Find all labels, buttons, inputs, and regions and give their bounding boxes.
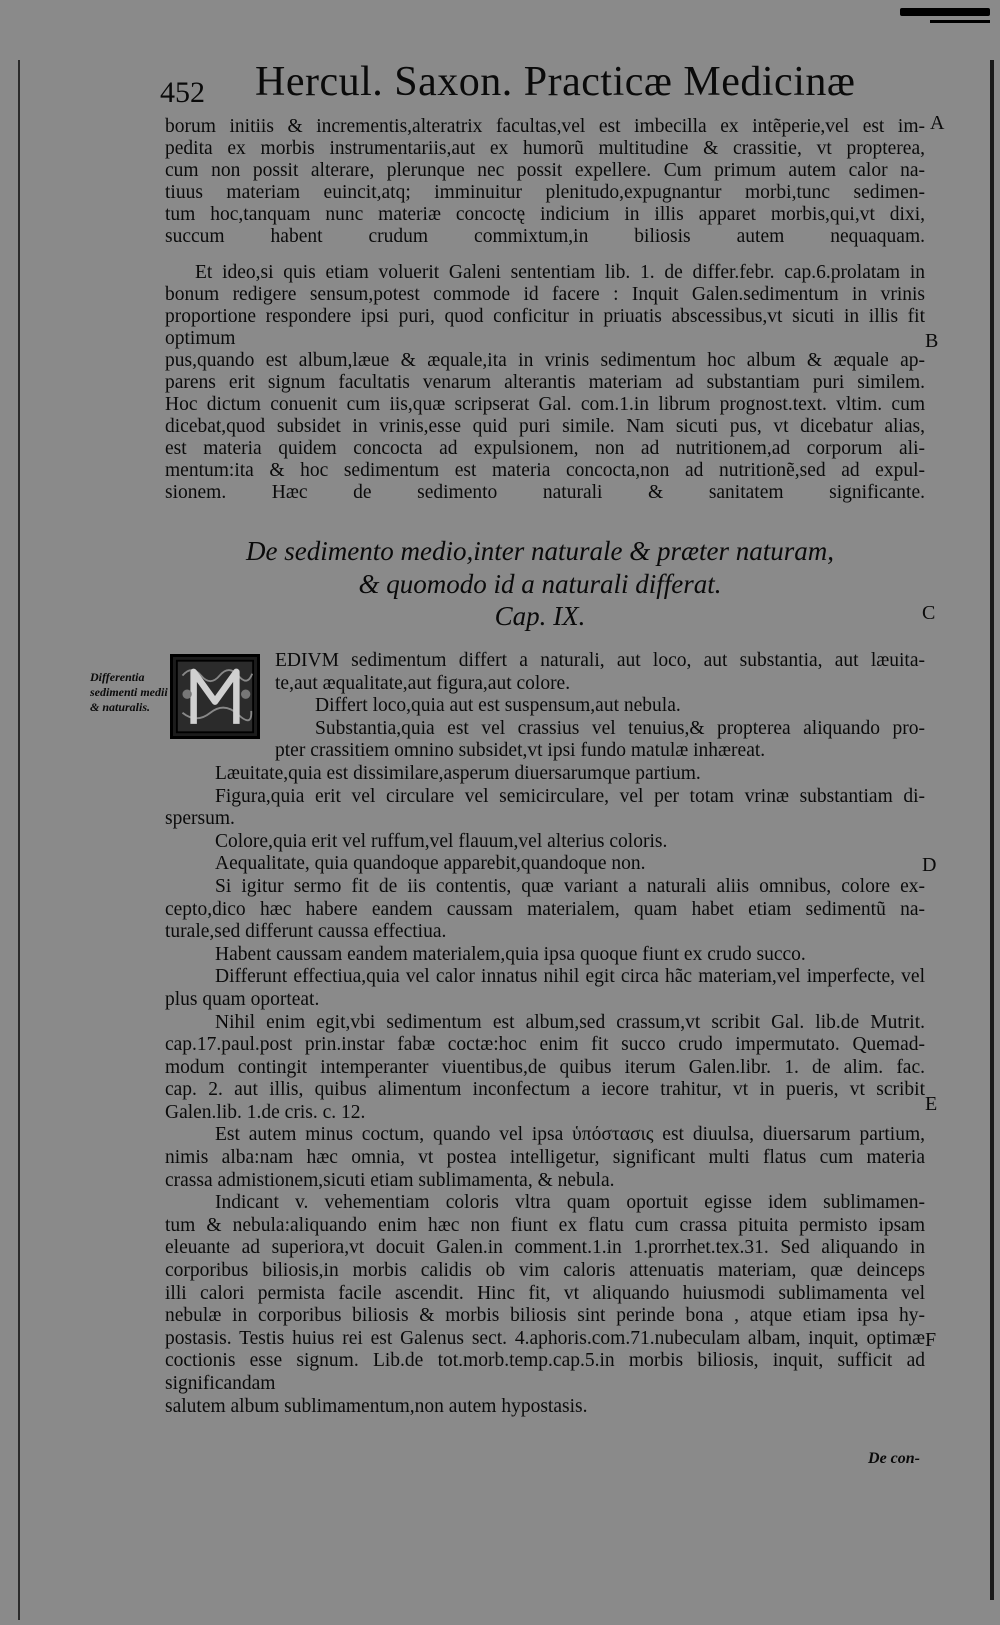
text-line: parens erit signum facultatis venarum alterantis materiam ad substantiam puri similem. [165, 372, 925, 393]
running-head: Hercul. Saxon. Practicæ Medicinæ [255, 59, 856, 105]
margin-letter-d: D [922, 854, 937, 876]
margin-letter-a: A [930, 112, 945, 134]
text-line: Hoc dictum conuenit cum iis,quæ scripserat Gal. com.1.in librum prognost.text. vltim. cum [165, 394, 925, 415]
text-line: proportione respondere ipsi puri, quod conficitur in priuatis abscessibus,vt sicuti in illis fit optimum [165, 306, 925, 349]
margin-letter-f: F [925, 1329, 937, 1351]
text-line: Est autem minus coctum, quando vel ipsa ὑπόστασις est diuulsa, diuersarum partium, [215, 1124, 925, 1146]
text-line: Habent caussam eandem materialem,quia ipsa quoque fiunt ex crudo succo. [215, 943, 806, 965]
paragraph-2 [165, 262, 925, 504]
text-line: tiuus materiam euincit,atq; imminuitur plenitudo,expugnantur morbi,tunc sedimen- [165, 182, 925, 203]
text-line: cap. 2. aut illis, quibus alimentum inconfectum a iecore trahitur, vt in pueris, vt scribit [165, 1079, 925, 1101]
top-rule [900, 8, 990, 16]
text-line: EDIVM sedimentum differt a naturali, aut loco, aut substantia, aut læuita- [275, 650, 925, 671]
margin-note: Differentia sedimenti medii & naturalis. [90, 670, 168, 714]
text-line: nebulæ in corporibus biliosis & morbis biliosis sint perinde bona , atque etiam ipsa hy- [165, 1305, 925, 1327]
left-page-edge [18, 60, 20, 1620]
right-page-edge [990, 60, 994, 1600]
text-line: Galen.lib. 1.de cris. c. 12. [165, 1101, 366, 1123]
paragraph-1 [165, 116, 925, 248]
text-line: turale,sed differunt caussa effectiua. [165, 921, 447, 943]
text-line: eleuante ad superiora,vt docuit Galen.in comment.1.in 1.prorrhet.tex.31. Sed aliquando in [165, 1237, 925, 1259]
text-line: cepto,dico hæc habere eandem caussam materialem, quam habet etiam sedimentũ na- [165, 898, 925, 920]
text-line: plus quam oporteat. [165, 988, 320, 1010]
margin-letter-e: E [925, 1093, 938, 1115]
text-line: corporibus biliosis,in morbis calidis ob vim caloris attenuatis materiam, quæ deinceps [165, 1260, 925, 1282]
chapter-body [165, 650, 925, 1418]
text-line: postasis. Testis huius rei est Galenus sect. 4.aphoris.com.71.nubeculam albam, inquit, optimæ [165, 1327, 925, 1349]
text-line: dicebat,quod subsidet in vrinis,esse quid puri simile. Nam sicuti pus, vt dicebatur alias, [165, 416, 925, 437]
top-rule-thin [930, 20, 990, 23]
text-line: Si igitur sermo fit de iis contentis, quæ variant a naturali aliis omnibus, colore ex- [215, 875, 925, 897]
catchword: De con- [868, 1450, 920, 1467]
text-line: borum initiis & incrementis,alteratrix facultas,vel est imbecilla ex intẽperie,vel est im- [165, 116, 925, 137]
text-line: Aequalitate, quia quandoque apparebit,quandoque non. [215, 853, 646, 875]
page-number: 452 [160, 76, 205, 109]
text-line: tum & nebula:aliquando enim hæc non fiunt ex flatu cum crassa pituita permisto ipsam [165, 1214, 925, 1236]
text-line: pedita ex morbis instrumentariis,aut ex humorũ multitudine & crassitie, vt propterea, [165, 138, 925, 159]
text-line: nimis alba:nam hæc omnia, vt postea intelligetur, significant multi flatus cum materia [165, 1147, 925, 1169]
text-line: Nihil enim egit,vbi sedimentum est album,sed crassum,vt scribit Gal. lib.de Mutrit. [215, 1011, 925, 1033]
text-line: Figura,quia erit vel circulare vel semicirculare, vel per totam vrinæ substantiam di- [215, 785, 925, 807]
text-line: modum contingit intemperanter viuentibus,de quibus iterum Galen.libr. 1. de alim. fac. [165, 1056, 925, 1078]
margin-letter-b: B [925, 330, 939, 352]
text-line: succum habent crudum commixtum,in biliosis autem nequaquam. [165, 226, 925, 247]
text-line: pus,quando est album,læue & æquale,ita in vrinis sedimentum hoc album & æquale ap- [165, 350, 925, 371]
text-line: crassa admistionem,sicuti etiam sublimamenta, & nebula. [165, 1169, 615, 1191]
text-line: sionem. Hæc de sedimento naturali & sanitatem significante. [165, 482, 925, 503]
text-line: spersum. [165, 808, 235, 830]
text-line: bonum redigere sensum,potest commode id facere : Inquit Galen.sedimentum in vrinis [165, 284, 925, 305]
text-line: tum hoc,tanquam nunc materiæ concoctę indicium in illis apparet morbis,qui,vt dixi, [165, 204, 925, 225]
text-line: Indicant v. vehementiam coloris vltra quam oportuit egisse idem sublimamen- [215, 1192, 925, 1214]
text-line: Colore,quia erit vel ruffum,vel flauum,vel alterius coloris. [215, 830, 668, 852]
text-line: illi calori permista facile ascendit. Hinc fit, vt aliquando huiusmodi sublimamenta vel [165, 1282, 925, 1304]
text-line: Differt loco,quia aut est suspensum,aut nebula. [315, 695, 681, 717]
text-line: coctionis esse signum. Lib.de tot.morb.temp.cap.5.in morbis biliosis, inquit, sufficit ad significandam [165, 1350, 925, 1394]
chapter-heading-line-2: & quomodo id a naturali differat. [358, 569, 722, 599]
text-line: salutem album sublimamentum,non autem hypostasis. [165, 1395, 588, 1417]
text-line: Læuitate,quia est dissimilare,asperum diuersarumque partium. [215, 762, 701, 784]
chapter-number: Cap. IX. [494, 601, 586, 631]
text-line: te,aut æqualitate,aut figura,aut colore. [275, 672, 571, 694]
text-line: cap.17.paul.post prin.instar fabæ coctæ:hoc enim fit succo crudo impermutato. Quemad- [165, 1034, 925, 1056]
text-line: mentum:ita & hoc sedimentum est materia concocta,non ad nutritionẽ,sed ad expul- [165, 460, 925, 481]
text-line: est materia quidem concocta ad expulsionem, non ad nutritionem,ad corporum ali- [165, 438, 925, 459]
text-line: Substantia,quia est vel crassius vel tenuius,& propterea aliquando pro- [315, 717, 925, 739]
text-line: pter crassitiem omnino subsidet,vt ipsi fundo matulæ inhæreat. [275, 740, 766, 762]
text-line: cum non possit alterare, plerunque nec possit expellere. Cum primum autem calor na- [165, 160, 925, 181]
page-header [160, 58, 960, 108]
text-line: Et ideo,si quis etiam voluerit Galeni sententiam lib. 1. de differ.febr. cap.6.prolatam in [195, 262, 925, 283]
text-line: Differunt effectiua,quia vel calor innatus nihil egit circa hãc materiam,vel imperfecte, vel [215, 966, 925, 988]
chapter-heading-line-1: De sedimento medio,inter naturale & præter naturam, [246, 536, 834, 566]
margin-letter-c: C [922, 602, 936, 624]
